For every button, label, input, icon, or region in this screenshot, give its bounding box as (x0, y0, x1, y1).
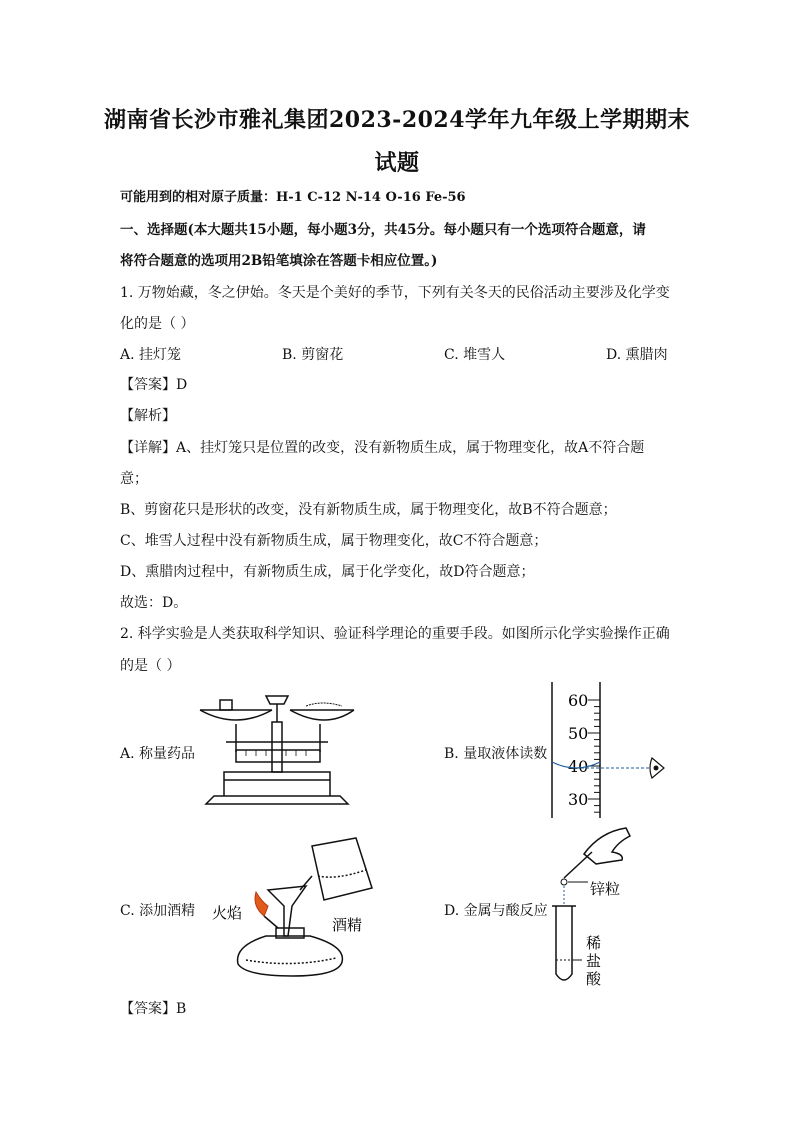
cylinder-tick-60: 60 (568, 691, 589, 710)
q1-detail-line2: 意； (120, 471, 148, 487)
section-heading-line1: 一、选择题(本大题共15小题，每小题3分，共45分。每小题只有一个选项符合题意，请 (120, 222, 646, 238)
q2-option-b: B. 量取液体读数 (444, 746, 548, 762)
acid-label-2: 盐 (586, 952, 602, 970)
atomic-mass-note: 可能用到的相对原子质量：H-1 C-12 N-14 O-16 Fe-56 (120, 190, 466, 205)
alcohol-lamp-figure (206, 836, 378, 978)
page-title: 湖南省长沙市雅礼集团2023-2024学年九年级上学期期末 (103, 107, 691, 133)
cylinder-tick-30: 30 (568, 790, 589, 809)
q2-stem-line1: 2. 科学实验是人类获取科学知识、验证科学理论的重要手段。如图所示化学实验操作正确 (120, 626, 670, 642)
q2-option-c: C. 添加酒精 (120, 903, 196, 919)
flame-icon (255, 892, 268, 916)
alcohol-label: 酒精 (332, 916, 363, 934)
q2-option-a: A. 称量药品 (120, 746, 196, 762)
section-heading-line2: 将符合题意的选项用2B铅笔填涂在答题卡相应位置。) (120, 253, 438, 269)
q2-option-d: D. 金属与酸反应 (444, 903, 548, 919)
q1-stem-line1: 1. 万物始藏，冬之伊始。冬天是个美好的季节，下列有关冬天的民俗活动主要涉及化学变 (120, 285, 670, 301)
cylinder-tick-40: 40 (568, 757, 589, 776)
q1-detail-b: B、剪窗花只是形状的改变，没有新物质生成，属于物理变化，故B不符合题意； (120, 502, 617, 518)
cylinder-figure (548, 682, 670, 820)
q1-detail-line1: 【详解】A、挂灯笼只是位置的改变，没有新物质生成，属于物理变化，故A不符合题 (120, 440, 645, 456)
balance-figure (196, 690, 358, 808)
q1-option-d: D. 熏腊肉 (606, 347, 668, 363)
cylinder-tick-50: 50 (568, 724, 589, 743)
q2-stem-line2: 的是（ ） (120, 658, 181, 674)
q1-stem-line2: 化的是（ ） (120, 316, 195, 332)
page-title-line2: 试题 (374, 150, 420, 176)
zinc-label: 锌粒 (590, 880, 621, 898)
flame-label: 火焰 (212, 904, 243, 922)
q1-conclusion: 故选：D。 (120, 595, 188, 611)
q1-option-c: C. 堆雪人 (444, 347, 506, 363)
q1-detail-c: C、堆雪人过程中没有新物质生成，属于物理变化，故C不符合题意； (120, 533, 548, 549)
acid-label-3: 酸 (586, 970, 602, 988)
q2-answer: 【答案】B (120, 1001, 187, 1017)
q1-analysis-label: 【解析】 (120, 408, 176, 424)
q1-detail-d: D、熏腊肉过程中，有新物质生成，属于化学变化，故D符合题意； (120, 564, 535, 580)
acid-label-1: 稀 (586, 934, 602, 952)
test-tube-figure (548, 822, 668, 988)
q1-option-a: A. 挂灯笼 (120, 347, 182, 363)
q1-option-b: B. 剪窗花 (282, 347, 344, 363)
q1-answer: 【答案】D (120, 377, 188, 393)
